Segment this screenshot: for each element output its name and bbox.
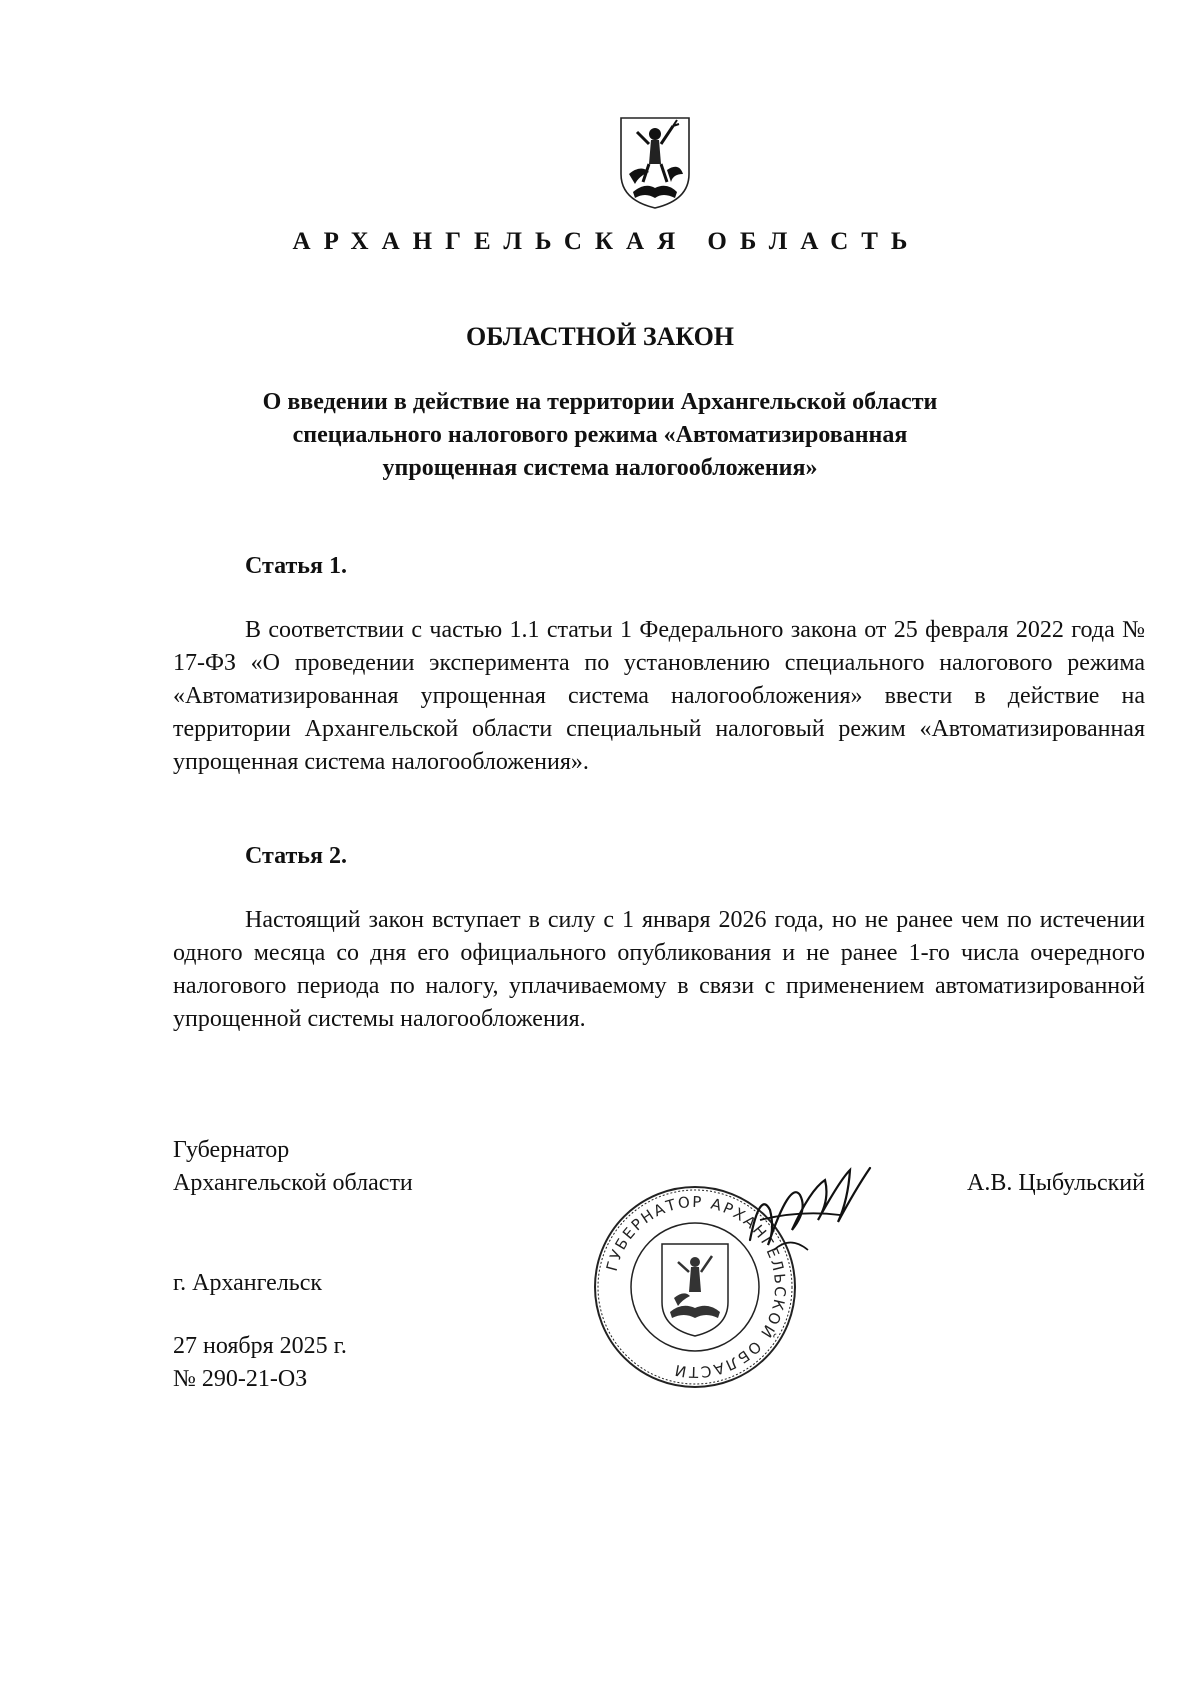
article-paragraph: Настоящий закон вступает в силу с 1 января 2026 года, но не ранее чем по истечении одного месяца со дня его официального опубликования и не ранее 1-го числа очередного налогового периода по налогу, уплачиваемому в связи с применением автоматизированной упрощенной системы налогообложения. [173, 907, 1145, 1032]
governor-name: А.В. Цыбульский [967, 1170, 1145, 1196]
position-line: Губернатор [173, 1137, 290, 1163]
article-2-heading: Статья 2. [245, 843, 347, 869]
governor-position [173, 1134, 413, 1200]
city: г. Архангельск [173, 1270, 323, 1296]
title-line: специального налогового режима «Автоматизированная [292, 422, 908, 448]
region-heading: АРХАНГЕЛЬСКАЯ ОБЛАСТЬ [292, 228, 921, 255]
title-line: О введении в действие на территории Архангельской области [262, 389, 938, 415]
article-paragraph: В соответствии с частью 1.1 статьи 1 Федерального закона от 25 февраля 2022 года № 17-ФЗ «О проведении эксперимента по установлению специального налогового режима «Автоматизированная упрощенная система налогообложения» ввести в действие на территории Архангельской области специальный налоговый режим «Автоматизированная упрощенная система налогообложения». [173, 617, 1145, 775]
date: 27 ноября 2025 г. [173, 1333, 347, 1359]
coat-of-arms-icon [615, 112, 695, 212]
handwritten-signature-icon [730, 1150, 890, 1270]
law-number: № 290-21-ОЗ [173, 1366, 308, 1392]
article-1-heading: Статья 1. [245, 553, 347, 579]
title-line: упрощенная система налогообложения» [382, 455, 818, 481]
document-type: ОБЛАСТНОЙ ЗАКОН [465, 322, 735, 351]
article-1-text [173, 614, 1145, 779]
article-2-text [173, 904, 1145, 1036]
position-line: Архангельской области [173, 1170, 413, 1196]
seal-text: ГУБЕРНАТОР АРХАНГЕЛЬСКОЙ ОБЛАСТИ [602, 1192, 790, 1382]
document-title [200, 386, 1000, 485]
